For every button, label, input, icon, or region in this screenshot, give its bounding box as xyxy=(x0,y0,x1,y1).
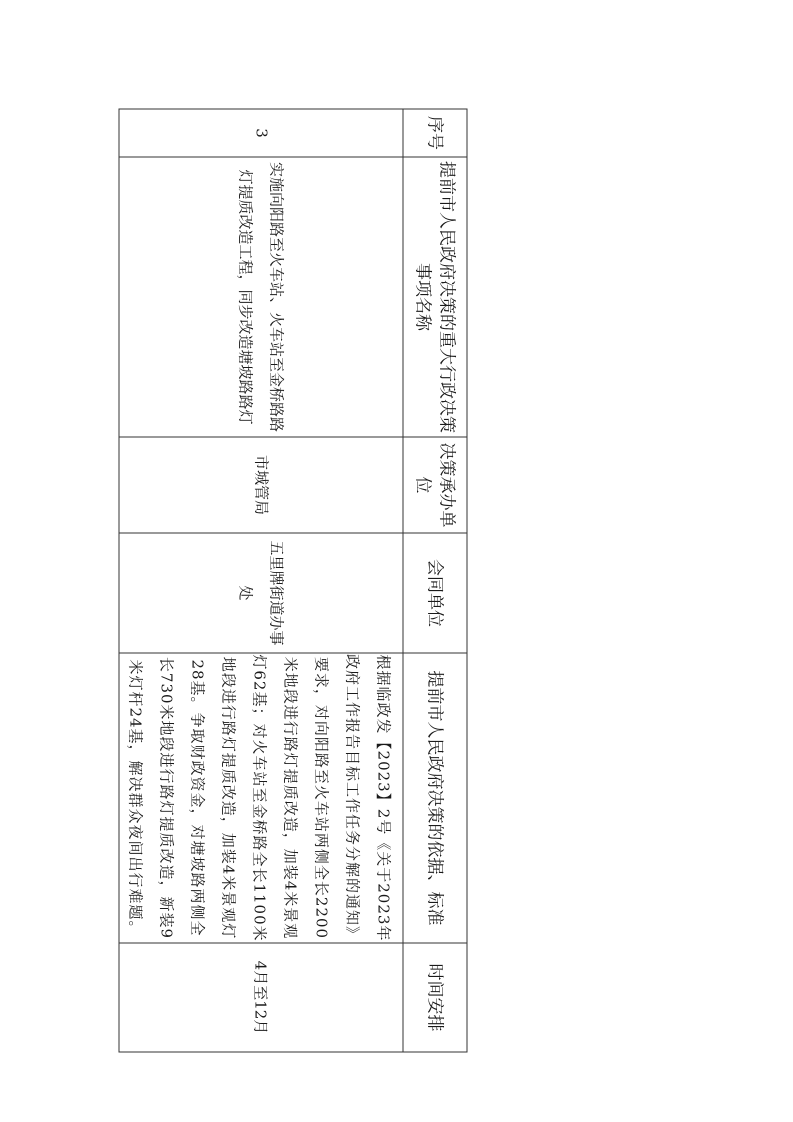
basis-text: 根据临政发【2023】2号《关于2023年政府工作报告目标工作任务分解的通知》要求，对向阳路至火车站两侧全长2200米地段进行路灯提质改造，加装4米景观灯62基；对火车站至金桥路全长1100米地段进行路灯提质改造，加装4米景观灯28基。争取财政资金，对塘坡路两侧全长730米地段进行路灯提质改造，新装9米灯杆24基，解决群众夜间出行难题。 xyxy=(127,653,393,942)
header-seq: 序号 xyxy=(403,109,467,157)
header-name: 提前市人民政府决策的重大行政决策事项名称 xyxy=(403,157,467,437)
rotated-table-container xyxy=(120,109,468,1052)
table-row xyxy=(119,109,403,1052)
header-basis: 提前市人民政府决策的依据、标准 xyxy=(403,653,467,943)
cell-name: 实施向阳路至火车站、火车站至金桥路路灯提质改造工程，同步改造塘坡路路灯 xyxy=(119,157,403,437)
cell-seq: 3 xyxy=(119,109,403,157)
header-co-unit: 会同单位 xyxy=(403,533,467,653)
header-time: 时间安排 xyxy=(403,943,467,1052)
header-row xyxy=(403,109,467,1052)
cell-lead-unit: 市城管局 xyxy=(119,437,403,533)
decision-table xyxy=(119,109,468,1053)
header-lead-unit: 决策承办单位 xyxy=(403,437,467,533)
cell-time xyxy=(119,943,403,1052)
cell-basis xyxy=(119,653,403,943)
time-text: 4月至12月 xyxy=(252,960,270,1035)
cell-co-unit: 五里牌街道办事处 xyxy=(119,533,403,653)
